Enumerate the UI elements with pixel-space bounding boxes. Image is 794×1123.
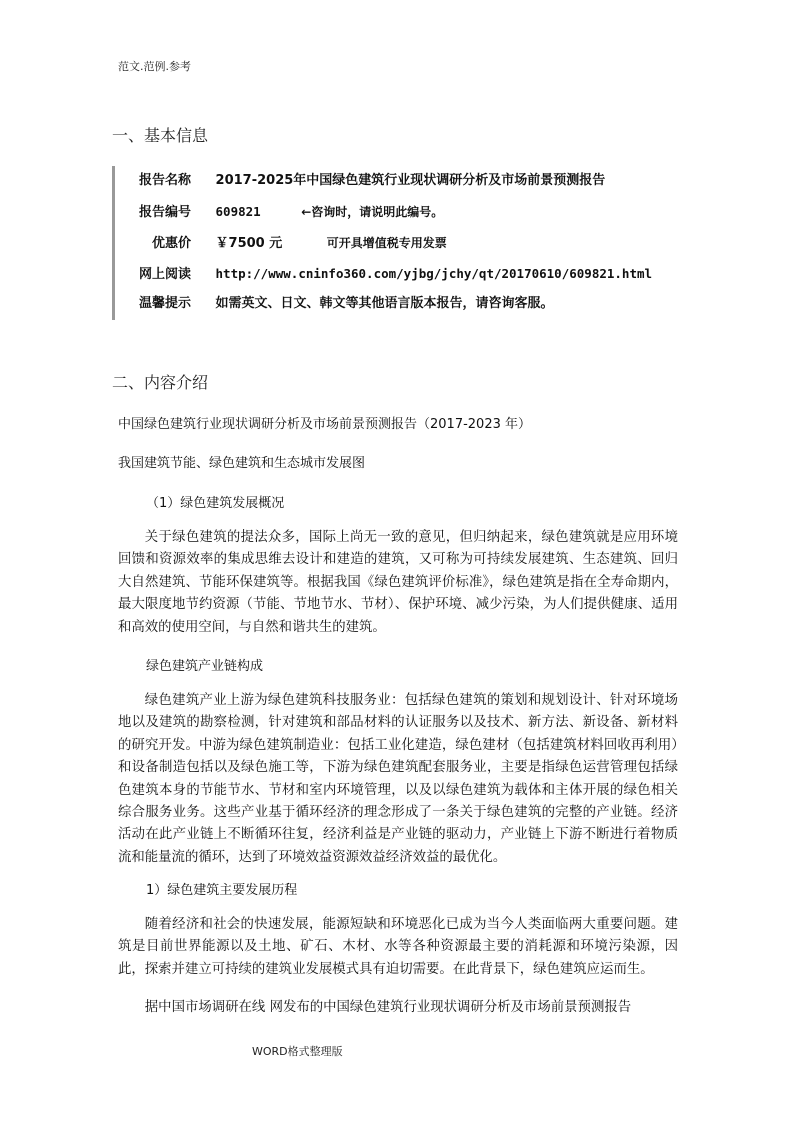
basic-info-box	[112, 166, 675, 320]
subheading-industry-chain: 绿色建筑产业链构成	[146, 659, 264, 674]
report-no-label: 报告编号	[139, 205, 192, 220]
tip-value: 如需英文、日文、韩文等其他语言版本报告，请咨询客服。	[215, 296, 554, 311]
online-label: 网上阅读	[139, 267, 192, 282]
price-label: 优惠价	[152, 236, 192, 251]
report-name-value: 2017-2025年中国绿色建筑行业现状调研分析及市场前景预测报告	[215, 173, 606, 188]
info-row-online	[139, 265, 652, 284]
subheading-overview: （1）绿色建筑发展概况	[146, 496, 285, 511]
report-title-line: 中国绿色建筑行业现状调研分析及市场前景预测报告（2017-2023 年）	[118, 417, 531, 432]
paragraph-overview: 关于绿色建筑的提法众多，国际上尚无一致的意见，但归纳起来，绿色建筑就是应用环境回馈和资源效率的集成思维去设计和建造的建筑，又可称为可持续发展建筑、生态建筑、回归大自然建筑、节能环保建筑等。根据我国《绿色建筑评价标准》，绿色建筑是指在全寿命期内，最大限度地节约资源（节能、节地节水、节材）、保护环境、减少污染，为人们提供健康、适用和高效的使用空间，与自然和谐共生的建筑。	[118, 530, 678, 635]
page-footer-note: WORD格式整理版	[252, 1045, 343, 1058]
online-url-link[interactable]: http://www.cninfo360.com/yjbg/jchy/qt/20170610/609821.html	[215, 266, 653, 281]
info-row-price	[139, 234, 447, 253]
paragraph-history: 随着经济和社会的快速发展，能源短缺和环境恶化已成为当今人类面临两大重要问题。建筑是目前世界能源以及土地、矿石、木材、水等各种资源最主要的消耗源和环境污染源，因此，探索并建立可持续的建筑业发展模式具有迫切需要。在此背景下，绿色建筑应运而生。	[118, 917, 678, 977]
report-no-value: 609821	[215, 204, 261, 219]
paragraph-market-report: 据中国市场调研在线 网发布的中国绿色建筑行业现状调研分析及市场前景预测报告	[144, 1000, 632, 1015]
page-header-note: 范文.范例.参考	[118, 60, 191, 73]
price-note: 可开具增值税专用发票	[326, 236, 447, 250]
report-name-label: 报告名称	[139, 173, 192, 188]
tip-label: 温馨提示	[139, 296, 192, 311]
info-row-report-no	[139, 203, 443, 222]
section-title-basic-info: 一、基本信息	[112, 126, 209, 145]
info-row-report-name	[139, 172, 605, 190]
report-no-note: ←咨询时，请说明此编号。	[301, 205, 444, 219]
subheading-history: 1）绿色建筑主要发展历程	[146, 883, 298, 898]
section-title-content-intro: 二、内容介绍	[112, 373, 209, 392]
price-value: ￥7500 元	[215, 236, 283, 251]
paragraph-industry-chain: 绿色建筑产业上游为绿色建筑科技服务业：包括绿色建筑的策划和规划设计、针对环境场地以及建筑的勘察检测，针对建筑和部品材料的认证服务以及技术、新方法、新设备、新材料的研究开发。中游为绿色建筑制造业：包括工业化建造，绿色建材（包括建筑材料回收再利用）和设备制造包括以及绿色施工等，下游为绿色建筑配套服务业，主要是指绿色运营管理包括绿色建筑本身的节能节水、节材和室内环境管理，以及以绿色建筑为载体和主体开展的绿色相关综合服务业务。这些产业基于循环经济的理念形成了一条关于绿色建筑的完整的产业链。经济活动在此产业链上不断循环往复，经济利益是产业链的驱动力，产业链上下游不断进行着物质流和能量流的循环，达到了环境效益资源效益经济效益的最优化。	[118, 693, 678, 865]
info-row-tip	[139, 295, 554, 313]
chart-caption: 我国建筑节能、绿色建筑和生态城市发展图	[118, 456, 366, 471]
